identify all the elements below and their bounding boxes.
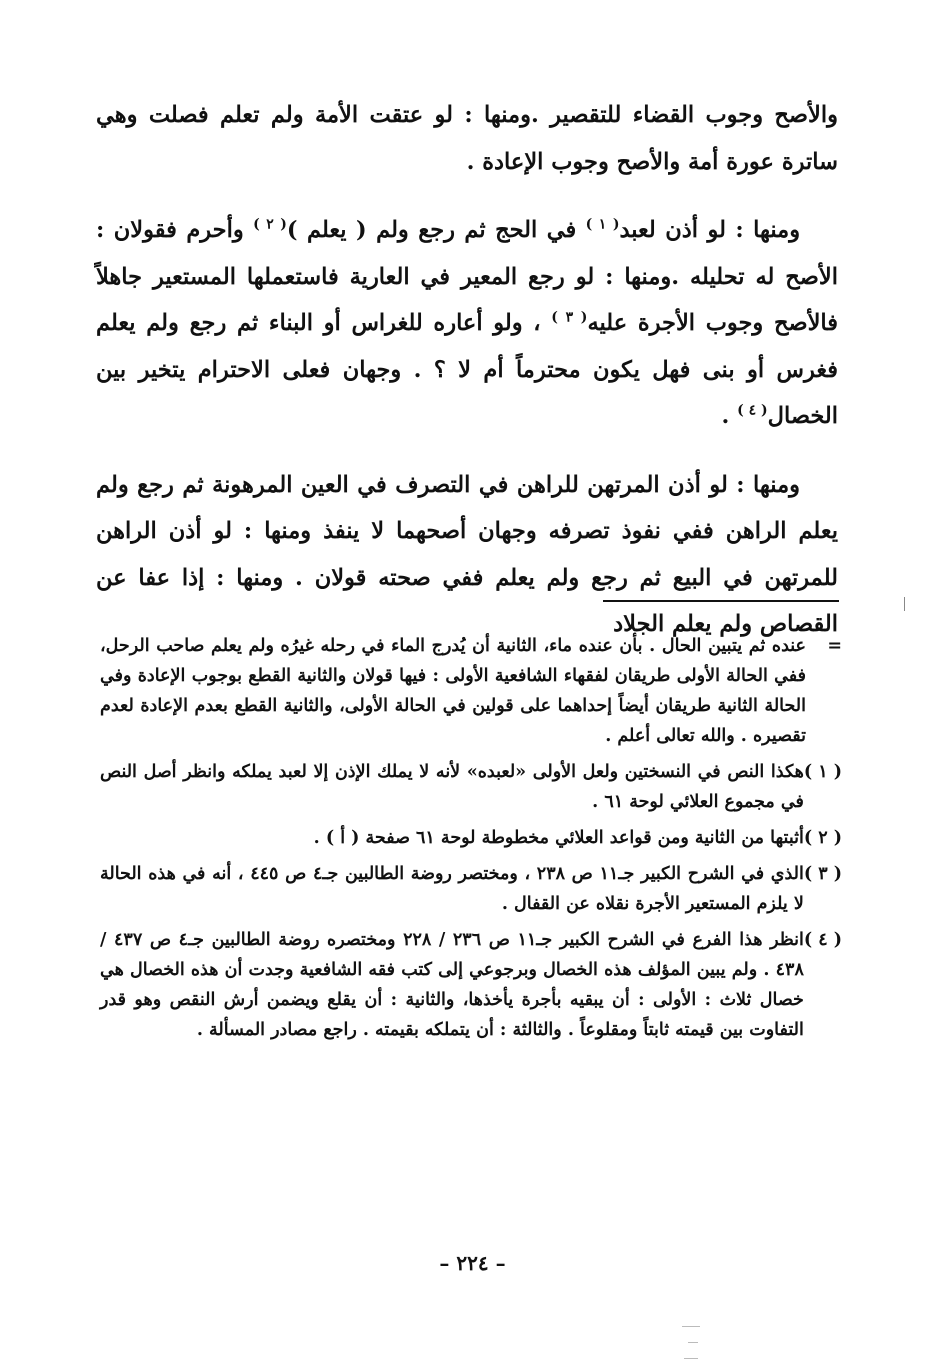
- footnote-marker: ( ٤ ): [803, 930, 842, 950]
- paragraph-2-part-1: ومنها : لو أذن لعبد: [619, 217, 801, 243]
- footnote-ref-3: ( ٣ ): [551, 309, 588, 326]
- paragraph-2-part-3: وأحرم فقولان : الأصح له تحليله .ومنها : لو رجع المعير في العارية فاستعملها المستعير جاهلاً فالأصح وجوب الأجرة عليه: [96, 217, 839, 336]
- footnote-3: [100, 859, 842, 919]
- footnote-ref-1: ( ١ ): [585, 216, 620, 233]
- footnote-text: أثبتها من الثانية ومن قواعد العلائي مخطوطة لوحة ٦١ صفحة ( أ ) .: [313, 828, 804, 848]
- footnote-4: [100, 925, 842, 1045]
- paragraph-2: [96, 207, 838, 440]
- margin-mark: [904, 597, 905, 611]
- footnote-marker: ( ٢ ): [803, 828, 842, 848]
- page-number: – ٢٢٤ –: [439, 1251, 506, 1275]
- paragraph-3: [96, 462, 838, 648]
- footnote-separator-rule: [603, 600, 839, 602]
- footnote-text: انظر هذا الفرع في الشرح الكبير جـ١١ ص ٢٣٦ / ٢٢٨ ومختصره روضة الطالبين جـ٤ ص ٤٣٧ / ٤٣٨ . ولم يبين المؤلف هذه الخصال وبرجوعي إلى كتب فقه الشافعية وجدت أن هذه الخصال هي خصال ثلاث : الأولى : أن يبقيه بأجرة يأخذها، والثانية : أن يقلع ويضمن أرش النقص وهو قدر التفاوت بين قيمته ثابتاً ومقلوعاً . والثالثة : أن يتملكه بقيمته . راجع مصادر المسألة .: [100, 930, 804, 1040]
- scan-speck: [684, 1358, 698, 1359]
- footnote-2: [100, 823, 842, 853]
- footnote-1: [100, 757, 842, 817]
- footnote-continuation: [100, 631, 842, 751]
- main-text: [96, 92, 838, 648]
- footnote-marker: ( ٣ ): [803, 864, 842, 884]
- paragraph-3-text: ومنها : لو أذن المرتهن للراهن في التصرف في العين المرهونة ثم رجع ولم يعلم الراهن ففي نفوذ تصرفه وجهان أصحهما لا ينفذ ومنها : لو أذن الراهن للمرتهن في البيع ثم رجع ولم يعلم ففي صحته قولان . ومنها : إذا عفا عن القصاص ولم يعلم الجلاد: [96, 471, 838, 637]
- footnote-marker: ( ١ ): [803, 762, 842, 782]
- paragraph-1-line-1: والأصح وجوب القضاء للتقصير .ومنها : لو عتقت الأمة ولم تعلم فصلت وهي ساترة: [96, 102, 838, 175]
- paragraph-1-line-2: عورة أمة والأصح وجوب الإعادة .: [466, 148, 774, 175]
- footnote-marker: =: [827, 636, 842, 656]
- footnotes: [100, 631, 842, 1051]
- paragraph-2-part-2: في الحج ثم رجع ولم ( يعلم ): [286, 217, 586, 243]
- paragraph-2-part-4: ، ولو أعاره للغراس أو البناء ثم رجع ولم يعلم فغرس أو بنى فهل يكون محترماً أم لا ؟ . وجهان فعلى الاحترام يتخير بين الخصال: [96, 310, 838, 429]
- paragraph-1: [96, 92, 838, 185]
- footnote-ref-2: ( ٢ ): [253, 216, 287, 233]
- footnote-ref-4: ( ٤ ): [737, 402, 768, 419]
- paragraph-2-part-5: .: [721, 403, 738, 429]
- scan-speck: [682, 1326, 700, 1327]
- scan-speck: [688, 1342, 698, 1343]
- footnote-text: عنده ثم يتبين الحال . بأن عنده ماء، الثانية أن يُدرج الماء في رحله غيرُه ولم يعلم صاحب الرحل، ففي الحالة الأولى طريقان لفقهاء الشافعية الأولى : فيها قولان والثانية القطع بوجوب الإعادة وفي الحالة الثانية طريقان أيضاً إحداهما على قولين في الحالة الأولى، والثانية القطع بعدم الإعادة لعدم تقصيره . والله تعالى أعلم .: [100, 636, 806, 746]
- footnote-text: هكذا النص في النسختين ولعل الأولى «لعبده» لأنه لا يملك الإذن إلا لعبد يملكه وانظر أصل النص في مجموع العلائي لوحة ٦١ .: [100, 762, 804, 812]
- footnote-text: الذي في الشرح الكبير جـ١١ ص ٢٣٨ ، ومختصر روضة الطالبين جـ٤ ص ٤٤٥ ، أنه في هذه الحالة لا يلزم المستعير الأجرة نقلاه عن القفال .: [100, 864, 804, 914]
